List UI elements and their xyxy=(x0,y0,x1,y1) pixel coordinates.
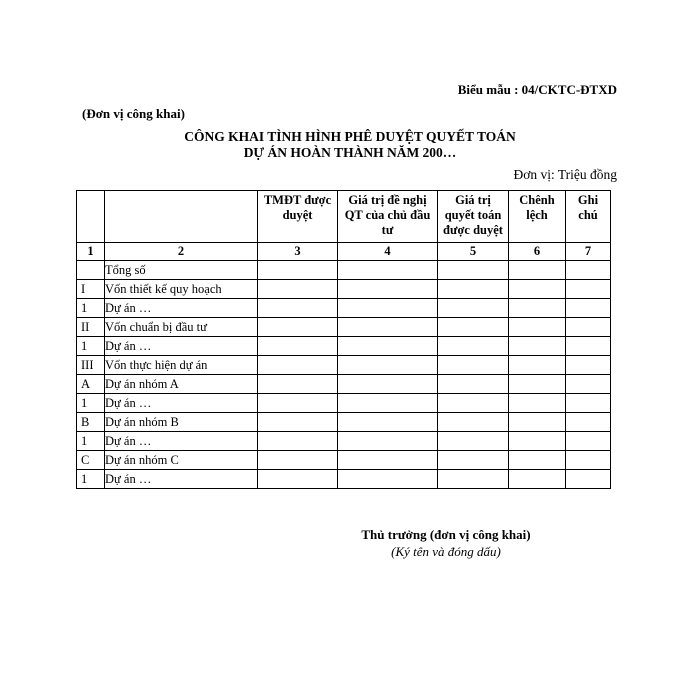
form-code: Biểu mẫu : 04/CKTC-ĐTXD xyxy=(457,82,617,97)
value-cell xyxy=(258,299,338,318)
value-cell xyxy=(258,356,338,375)
value-cell xyxy=(438,413,509,432)
column-header-approved: Giá trị quyết toán được duyệt xyxy=(438,191,509,243)
value-cell xyxy=(258,394,338,413)
value-cell xyxy=(438,432,509,451)
value-cell xyxy=(509,470,566,489)
row-index-cell xyxy=(77,261,105,280)
value-cell xyxy=(509,356,566,375)
value-cell xyxy=(338,413,438,432)
column-header-name xyxy=(105,191,258,243)
row-index-cell: III xyxy=(77,356,105,375)
row-index-cell: C xyxy=(77,451,105,470)
column-number: 3 xyxy=(258,243,338,261)
table-row xyxy=(77,337,611,356)
row-name-cell: Dự án … xyxy=(105,432,258,451)
column-header-stt xyxy=(77,191,105,243)
column-header-notes: Ghi chú xyxy=(566,191,611,243)
value-cell xyxy=(258,280,338,299)
value-cell xyxy=(258,451,338,470)
column-number: 2 xyxy=(105,243,258,261)
row-index-cell: 1 xyxy=(77,394,105,413)
value-cell xyxy=(566,451,611,470)
row-name-cell: Dự án … xyxy=(105,299,258,318)
value-cell xyxy=(509,375,566,394)
value-cell xyxy=(338,375,438,394)
document-title xyxy=(70,129,630,161)
column-header-proposed: Giá trị đề nghị QT của chủ đầu tư xyxy=(338,191,438,243)
row-name-cell: Vốn chuẩn bị đầu tư xyxy=(105,318,258,337)
row-index-cell: I xyxy=(77,280,105,299)
title-line-2: DỰ ÁN HOÀN THÀNH NĂM 200… xyxy=(243,145,457,160)
value-cell xyxy=(338,356,438,375)
value-cell xyxy=(509,261,566,280)
signature-note: (Ký tên và đóng dấu) xyxy=(391,544,501,559)
value-cell xyxy=(566,356,611,375)
table-row xyxy=(77,432,611,451)
value-cell xyxy=(438,451,509,470)
value-cell xyxy=(509,280,566,299)
value-cell xyxy=(438,470,509,489)
value-cell xyxy=(338,451,438,470)
value-cell xyxy=(509,394,566,413)
column-number: 5 xyxy=(438,243,509,261)
row-name-cell: Dự án … xyxy=(105,394,258,413)
table-row xyxy=(77,413,611,432)
value-cell xyxy=(338,280,438,299)
row-name-cell: Tổng số xyxy=(105,261,258,280)
table-row xyxy=(77,318,611,337)
value-cell xyxy=(566,394,611,413)
value-cell xyxy=(566,432,611,451)
row-index-cell: B xyxy=(77,413,105,432)
value-cell xyxy=(566,299,611,318)
row-index-cell: 1 xyxy=(77,337,105,356)
table-row xyxy=(77,299,611,318)
value-cell xyxy=(438,356,509,375)
value-cell xyxy=(338,394,438,413)
row-index-cell: II xyxy=(77,318,105,337)
row-name-cell: Dự án … xyxy=(105,337,258,356)
row-name-cell: Dự án nhóm C xyxy=(105,451,258,470)
value-cell xyxy=(338,337,438,356)
row-name-cell: Dự án … xyxy=(105,470,258,489)
row-name-cell: Dự án nhóm B xyxy=(105,413,258,432)
value-cell xyxy=(509,337,566,356)
row-index-cell: 1 xyxy=(77,299,105,318)
column-number-row xyxy=(77,243,611,261)
value-cell xyxy=(566,413,611,432)
currency-unit-label: Đơn vị: Triệu đồng xyxy=(513,167,617,182)
value-cell xyxy=(438,394,509,413)
column-header-difference: Chênh lệch xyxy=(509,191,566,243)
value-cell xyxy=(509,413,566,432)
value-cell xyxy=(258,337,338,356)
column-number: 6 xyxy=(509,243,566,261)
value-cell xyxy=(509,318,566,337)
value-cell xyxy=(438,318,509,337)
value-cell xyxy=(258,470,338,489)
value-cell xyxy=(338,432,438,451)
table-header-row xyxy=(77,191,611,243)
row-index-cell: A xyxy=(77,375,105,394)
column-header-tmdt: TMĐT được duyệt xyxy=(258,191,338,243)
value-cell xyxy=(438,299,509,318)
value-cell xyxy=(338,299,438,318)
title-line-1: CÔNG KHAI TÌNH HÌNH PHÊ DUYỆT QUYẾT TOÁN xyxy=(184,129,516,144)
publishing-unit-label: (Đơn vị công khai) xyxy=(82,106,185,121)
table-row xyxy=(77,394,611,413)
row-name-cell: Vốn thiết kế quy hoạch xyxy=(105,280,258,299)
column-number: 1 xyxy=(77,243,105,261)
row-index-cell: 1 xyxy=(77,470,105,489)
value-cell xyxy=(258,432,338,451)
table-row xyxy=(77,280,611,299)
value-cell xyxy=(438,375,509,394)
value-cell xyxy=(566,337,611,356)
signer-title: Thủ trưởng (đơn vị công khai) xyxy=(361,527,531,542)
column-number: 7 xyxy=(566,243,611,261)
value-cell xyxy=(509,451,566,470)
value-cell xyxy=(438,280,509,299)
table-row xyxy=(77,356,611,375)
value-cell xyxy=(566,375,611,394)
settlement-table xyxy=(76,190,611,489)
table-row xyxy=(77,375,611,394)
row-name-cell: Vốn thực hiện dự án xyxy=(105,356,258,375)
row-name-cell: Dự án nhóm A xyxy=(105,375,258,394)
value-cell xyxy=(566,318,611,337)
value-cell xyxy=(258,375,338,394)
value-cell xyxy=(258,261,338,280)
value-cell xyxy=(509,432,566,451)
value-cell xyxy=(438,261,509,280)
value-cell xyxy=(566,261,611,280)
table-row xyxy=(77,261,611,280)
value-cell xyxy=(338,261,438,280)
value-cell xyxy=(566,280,611,299)
value-cell xyxy=(438,337,509,356)
table-row xyxy=(77,470,611,489)
value-cell xyxy=(566,470,611,489)
value-cell xyxy=(338,318,438,337)
column-number: 4 xyxy=(338,243,438,261)
value-cell xyxy=(338,470,438,489)
table-row xyxy=(77,451,611,470)
row-index-cell: 1 xyxy=(77,432,105,451)
value-cell xyxy=(258,318,338,337)
value-cell xyxy=(258,413,338,432)
value-cell xyxy=(509,299,566,318)
